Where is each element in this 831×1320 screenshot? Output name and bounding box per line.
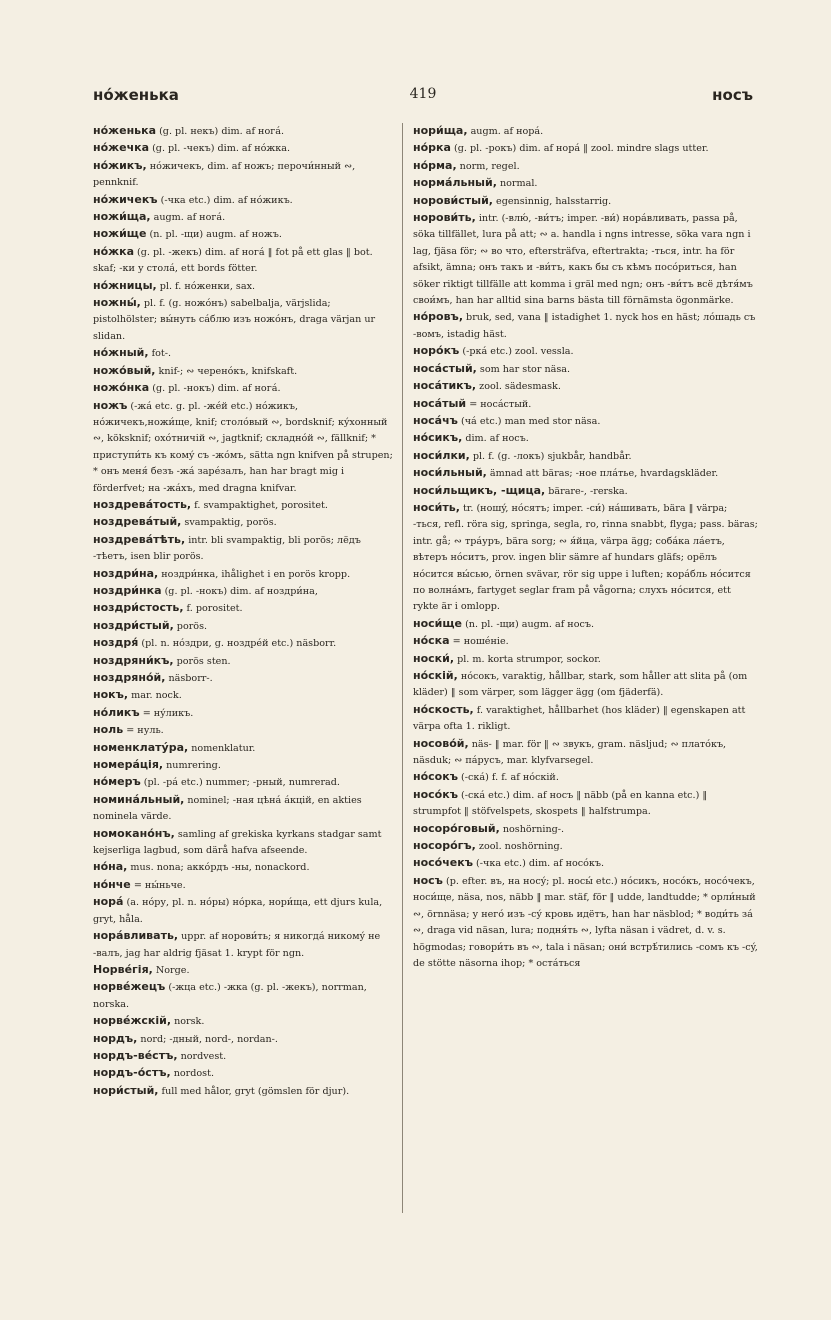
entry-definition: ämnad att bäras; -ное плáтье, hvardagskläder. (486, 468, 719, 480)
entry-headword: нори́стый, (93, 1083, 159, 1097)
entry-headword: нормáльный, (413, 176, 497, 190)
entry-definition: zool. noshörning. (475, 841, 563, 853)
dictionary-entry (93, 618, 393, 635)
dictionary-entry (93, 1031, 393, 1048)
dictionary-entry (93, 670, 393, 687)
entry-headword: ножо́вый, (93, 363, 156, 377)
dictionary-entry (413, 465, 758, 482)
entry-definition: f. varaktighet, hållbarhet (hos kläder) ‖ egenskapen att värpa ofta 1. rikligt. (413, 704, 746, 733)
dictionary-entry (93, 635, 393, 652)
entry-headword: норо́къ (413, 344, 460, 358)
entry-definition: noshörning-. (499, 823, 565, 835)
entry-definition: (-ркá etc.) zool. vessla. (459, 346, 574, 358)
entry-definition: (-чка etc.) dim. af но́жикъ. (157, 194, 293, 206)
entry-definition: samling af grekiska kyrkans stadgar samt kejserliga lagbud, som därå hafva afseende. (93, 828, 382, 857)
entry-headword: номинáльный, (93, 792, 185, 806)
dictionary-entry (93, 295, 393, 345)
entry-headword: но́сикъ, (413, 431, 463, 445)
entry-definition: mar. nock. (128, 690, 182, 702)
entry-definition: som har stor näsa. (476, 363, 571, 375)
entry-headword: носи́ще (413, 616, 463, 630)
entry-headword: но́жный, (93, 346, 149, 360)
dictionary-entry (93, 705, 393, 722)
entry-definition: (-чка etc.) dim. af носо́къ. (472, 858, 605, 870)
dictionary-entry (93, 532, 393, 566)
entry-definition: augm. af норá. (467, 126, 544, 137)
dictionary-entry (93, 687, 393, 704)
dictionary-entry (413, 361, 758, 378)
entry-definition: porös. (173, 620, 208, 632)
entry-definition: = нýликъ. (139, 707, 194, 719)
entry-headword: но́жикъ, (93, 158, 147, 172)
entry-headword: носо́къ (413, 787, 458, 801)
entry-definition: tr. (ношý, но́сятъ; imper. -си́) нáшивать, bära ‖ värpa; -ться, refl. röra sig, springa, segla, ro, rinna snabbt, flyga; pass. bäras; intr. gå; ∾ трáуръ, bära sorg; ∾ я́йца, värpa ägg; собáка лáетъ, вѣтеръ но́ситъ, prov. ingen blir sämre af hundars gläfs; орёлъ но́сится вы́сью, örnen svävar, rör sig uppe i luften; корáбль но́сится по волнáмъ, fartyget seglar fram på vågorna; слухъ но́сится, ett rykte är i omlopp. (413, 502, 758, 613)
entry-headword: норвéжскій, (93, 1014, 172, 1028)
entry-definition: intr. (-влю́, -ви́тъ; imper. -ви́) норáвливать, passa på, söka tillfället, lura på att; ∾ a. handla i ngns intresse, söka vara ngn i lag, fjäsa för; ∾ во что, eftersträfva, eftertrakta; -ться, intr. ha för afsikt, ämna; онъ такъ и -ви́тъ, какъ бы съ кѣмъ посо́риться, han söker riktigt tillfälle att komma i gräl med ngn; онъ -ви́тъ всё дѣтя́мъ свои́мъ, han har alltid sina barns bästa till förnämsta ögonmärke. (413, 213, 753, 307)
dictionary-entry (413, 140, 758, 157)
dictionary-entry (413, 193, 758, 210)
entry-headword: ноздревáтость, (93, 497, 192, 511)
dictionary-entry (413, 787, 758, 821)
dictionary-entry (413, 702, 758, 736)
dictionary-entry (413, 500, 758, 616)
entry-definition: но́сокъ, varaktig, hållbar, stark, som håller att slita på (om kläder) ‖ som värper, som lägger ägg (om fjäderfä). (413, 671, 748, 699)
dictionary-entry (93, 497, 393, 514)
dictionary-entry (93, 583, 393, 600)
entry-headword: нокъ, (93, 688, 129, 702)
dictionary-entry (93, 158, 393, 192)
dictionary-entry (413, 769, 758, 786)
entry-definition: normal. (496, 178, 538, 190)
entry-headword: носи́ть, (413, 500, 460, 514)
entry-definition: (n. pl. -щи) augm. af носъ. (462, 618, 594, 630)
entry-headword: носоро́гъ, (413, 839, 476, 853)
dictionary-entry (413, 448, 758, 465)
entry-definition: (g. pl. -чекъ) dim. af но́жка. (149, 143, 290, 155)
entry-headword: но́жечка (93, 141, 150, 155)
dictionary-entry (93, 859, 393, 876)
dictionary-entry (93, 380, 393, 397)
entry-definition: knif-; ∾ черено́къ, knifskaft. (155, 365, 298, 377)
entry-definition: (g. pl. -жекъ) dim. af ногá ‖ fot på ett glas ‖ bot. skaf; -ки у столá, ett bords fötter. (93, 246, 373, 275)
entry-definition: (pl. n. но́здри, g. ноздрéй etc.) näsborr. (138, 638, 337, 650)
entry-definition: pl. f. (g. ножо́нъ) sabelbalja, värjslida; pistolhölster; вы́нуть сáблю изъ ножо́нъ, draga värjan ur slidan. (93, 298, 376, 342)
entry-definition: nordost. (170, 1068, 214, 1080)
entry-headword: норвéжецъ (93, 980, 166, 994)
entry-definition: (g. pl. -нокъ) dim. af ноздри́на, (161, 585, 318, 597)
entry-headword: нордъ-о́стъ, (93, 1066, 171, 1080)
entry-definition: mus. nona; аккóрдъ -ны, nonackord. (127, 862, 310, 874)
entry-headword: носово́й, (413, 736, 469, 750)
entry-definition: = носáстый. (466, 398, 532, 410)
entry-definition: ноздри́нка, ihålighet i en porös kropp. (158, 568, 351, 580)
entry-definition: = ны́ньче. (130, 879, 186, 891)
entry-definition: nordvest. (177, 1050, 227, 1062)
dictionary-entry (93, 566, 393, 583)
entry-headword: носо́чекъ (413, 856, 473, 870)
header-last-word: носъ (712, 86, 753, 104)
dictionary-entry (93, 398, 393, 497)
entry-definition: (p. efter. въ, на носý; pl. носы́ etc.) но́сикъ, носо́къ, носо́чекъ, носи́ще, näsa, nos, näbb ‖ mar. stäf, för ‖ udde, landtudde; * орли́ный ∾, örnnäsa; у него́ изъ -сý кровь идётъ, han har näsblod; * води́ть зá ∾, draga vid näsan, lura; подня́ть ∾, lyfta näsan i vädret, d. v. s. högmodas; говори́ть въ ∾, tala i näsan; они́ встрѣ́тились -сомъ къ -сý, de stötte näsorna ihop; * остáться (413, 875, 758, 969)
entry-definition: svampaktig, porös. (181, 517, 277, 529)
entry-definition: (-скá) f. f. af но́скій. (457, 772, 559, 784)
entry-headword: ноздри́нка (93, 583, 162, 597)
dictionary-entry (413, 616, 758, 633)
dictionary-entry (93, 928, 393, 962)
entry-definition: dim. af носъ. (462, 433, 529, 445)
entry-definition: f. porositet. (183, 603, 243, 615)
entry-headword: но́ска (413, 634, 450, 648)
entry-definition: (g. pl. некъ) dim. af ногá. (156, 126, 285, 137)
entry-headword: носи́льный, (413, 466, 487, 480)
entry-headword: нори́ща, (413, 124, 468, 137)
entry-definition: norsk. (171, 1016, 205, 1028)
dictionary-entry (413, 175, 758, 192)
dictionary-entry (413, 158, 758, 175)
entry-headword: но́скость, (413, 702, 474, 716)
entry-definition: intr. bli svampaktig, bli porös; лёдъ -тѣетъ, isen blir porös. (93, 534, 361, 563)
dictionary-entry (93, 1065, 393, 1082)
entry-headword: но́рка (413, 141, 451, 155)
entry-definition: porös sten. (173, 655, 231, 667)
entry-headword: ноздревáтѣть, (93, 532, 186, 546)
entry-definition: augm. af ногá. (150, 212, 226, 224)
entry-headword: норови́ть, (413, 211, 476, 225)
dictionary-entry (93, 792, 393, 826)
entry-headword: ноль (93, 723, 124, 737)
entry-headword: ноздря́ (93, 636, 139, 650)
dictionary-entry (413, 343, 758, 360)
dictionary-entry (413, 855, 758, 872)
entry-definition: numrering. (163, 760, 221, 772)
entry-definition: (-жца etc.) -жка (g. pl. -жекъ), norrman, norska. (93, 982, 367, 1010)
dictionary-entry (413, 668, 758, 702)
entry-definition: pl. f. (g. -локъ) sjukbår, handbår. (469, 450, 632, 462)
entry-headword: норá (93, 895, 124, 909)
entry-headword: носáчъ (413, 413, 458, 427)
entry-definition: = нуль. (123, 725, 164, 737)
entry-headword: норови́стый, (413, 193, 493, 207)
entry-definition: (a. но́ру, pl. n. но́ры) но́рка, нори́ща, ett djurs kula, gryt, håla. (93, 897, 383, 925)
left-column (93, 123, 393, 1100)
entry-definition: bruk, sed, vana ‖ istadighet 1. nyck hos en häst; ло́шадь съ -вомъ, istadig häst. (413, 312, 756, 340)
entry-definition: bärare-, -rerska. (545, 485, 628, 497)
entry-headword: носáтикъ, (413, 379, 477, 393)
entry-headword: ножо́нка (93, 381, 150, 395)
dictionary-entry (93, 774, 393, 791)
dictionary-entry (93, 757, 393, 774)
entry-definition: pl. m. korta strumpor, sockor. (454, 653, 601, 665)
entry-definition: Norge. (152, 964, 190, 976)
dictionary-entry (93, 192, 393, 209)
dictionary-entry (93, 740, 393, 757)
right-column (413, 123, 758, 972)
entry-headword: ножны́, (93, 296, 141, 310)
dictionary-entry (93, 894, 393, 928)
entry-definition: näsborr-. (165, 673, 213, 684)
entry-definition: (n. pl. -щи) augm. af ножъ. (146, 229, 282, 241)
dictionary-entry (93, 722, 393, 739)
entry-headword: номерáція, (93, 758, 164, 772)
dictionary-entry (413, 396, 758, 413)
entry-definition: (-жá etc. g. pl. -жéй etc.) но́жикъ, но́жичекъ,ножи́ще, knif; столо́вый ∾, bordsknif; кýхонный ∾, köksknif; охо́тничій ∾, jagtknif; складно́й ∾, fällknif; * приступи́ть къ комý съ -жо́мъ, sätta ngn knifven på strupen; * онъ меня́ безъ -жá зарéзалъ, han har bragt mig i förderfvet; на -жáхъ, med dragna knifvar. (93, 400, 393, 494)
entry-headword: носки́, (413, 651, 455, 665)
entry-headword: ноздряно́й, (93, 671, 166, 684)
entry-headword: ножъ (93, 398, 128, 412)
entry-headword: но́жницы, (93, 278, 157, 292)
entry-definition: fot-. (148, 348, 172, 360)
entry-headword: но́меръ (93, 775, 141, 789)
entry-headword: но́на, (93, 860, 128, 874)
page-number: 419 (409, 86, 437, 102)
entry-headword: но́сокъ (413, 770, 458, 784)
dictionary-entry (413, 821, 758, 838)
header-first-word: но́женька (93, 86, 179, 104)
entry-definition: full med hålor, gryt (gömslen för djur). (158, 1085, 350, 1097)
entry-definition: egensinnig, halsstarrig. (493, 195, 612, 207)
dictionary-entry (93, 514, 393, 531)
dictionary-entry (93, 826, 393, 860)
dictionary-entry (93, 979, 393, 1013)
dictionary-entry (93, 1048, 393, 1065)
entry-headword: ножи́ща, (93, 210, 151, 224)
dictionary-entry (413, 309, 758, 343)
dictionary-entry (413, 651, 758, 668)
entry-headword: носоро́говый, (413, 821, 500, 835)
entry-definition: f. svampaktighet, porositet. (191, 499, 328, 511)
dictionary-entry (93, 653, 393, 670)
entry-headword: носъ (413, 873, 443, 887)
dictionary-entry (413, 413, 758, 430)
entry-definition: norm, regel. (456, 160, 520, 172)
dictionary-entry (93, 123, 393, 140)
entry-headword: носáстый, (413, 361, 477, 375)
dictionary-entry (413, 378, 758, 395)
entry-headword: носáтый (413, 396, 467, 410)
dictionary-entry (413, 736, 758, 770)
entry-headword: ноздри́стый, (93, 618, 174, 632)
dictionary-entry (413, 838, 758, 855)
entry-headword: ноздряни́къ, (93, 653, 174, 667)
dictionary-entry (93, 1013, 393, 1030)
dictionary-entry (413, 483, 758, 500)
entry-headword: но́жка (93, 244, 134, 258)
entry-headword: нордъ, (93, 1031, 138, 1045)
entry-definition: pl. f. но́женки, sax. (156, 280, 256, 292)
dictionary-entry (413, 873, 758, 972)
dictionary-entry (93, 877, 393, 894)
entry-headword: носи́льщикъ, -щица, (413, 483, 546, 497)
page-header (93, 86, 753, 110)
entry-definition: zool. sädesmask. (476, 381, 561, 393)
entry-headword: но́ровъ, (413, 310, 463, 324)
dictionary-entry (93, 345, 393, 362)
entry-definition: nord; -дный, nord-, nordan-. (137, 1033, 278, 1045)
entry-definition: (g. pl. -рокъ) dim. af норá ‖ zool. mindre slags utter. (450, 143, 709, 155)
entry-definition: (pl. -рá etc.) nummer; -рный, numrerad. (140, 777, 340, 789)
entry-definition: (-скá etc.) dim. af носъ ‖ näbb (på en kanna etc.) ‖ strumpfot ‖ stöfvelspets, skospets ‖ halfstrumpa. (413, 789, 708, 818)
dictionary-entry (93, 962, 393, 979)
entry-headword: носи́лки, (413, 448, 470, 462)
entry-definition: nomenklatur. (188, 742, 256, 754)
entry-headword: но́нче (93, 877, 131, 891)
dictionary-entry (93, 363, 393, 380)
entry-headword: но́рма, (413, 158, 457, 172)
dictionary-entry (413, 210, 758, 309)
entry-definition: näs- ‖ mar. för ‖ ∾ звукъ, gram. näsljud; ∾ плато́къ, näsduk; ∾ пáрусъ, mar. klyfvarsegel. (413, 738, 727, 767)
dictionary-entry (413, 633, 758, 650)
entry-definition: = ношéніе. (449, 636, 509, 648)
dictionary-entry (413, 430, 758, 447)
entry-headword: ноздревáтый, (93, 515, 182, 529)
entry-definition: (чá etc.) man med stor näsa. (457, 415, 601, 427)
entry-headword: но́ликъ (93, 705, 140, 719)
dictionary-entry (93, 278, 393, 295)
dictionary-entry (93, 600, 393, 617)
dictionary-entry (93, 209, 393, 226)
entry-headword: норáвливать, (93, 929, 179, 943)
dictionary-entry (93, 226, 393, 243)
dictionary-entry (93, 140, 393, 157)
dictionary-entry (93, 244, 393, 278)
entry-headword: нордъ-вéстъ, (93, 1048, 178, 1062)
column-divider (402, 123, 403, 1213)
entry-headword: Норвéгія, (93, 962, 153, 976)
entry-headword: ноздри́на, (93, 566, 159, 580)
entry-headword: номокано́нъ, (93, 826, 175, 840)
entry-definition: но́жичекъ, dim. af ножъ; перочи́нный ∾, pennknif. (93, 160, 356, 189)
entry-headword: но́женька (93, 124, 157, 137)
entry-headword: но́жичекъ (93, 192, 158, 206)
entry-headword: номенклатýра, (93, 740, 189, 754)
dictionary-entry (93, 1083, 393, 1100)
entry-definition: (g. pl. -нокъ) dim. af ногá. (149, 383, 281, 395)
entry-headword: ноздри́стость, (93, 601, 184, 615)
entry-headword: но́скій, (413, 669, 458, 682)
entry-definition: nominel; -ная цѣнá áкцій, en akties nominela värde. (93, 794, 362, 823)
entry-headword: ножи́ще (93, 227, 147, 241)
entry-definition: uppr. af норови́ть; я никогдá никомý не -валъ, jag har aldrig fjäsat 1. krypt för ngn. (93, 931, 381, 959)
dictionary-entry (413, 123, 758, 140)
